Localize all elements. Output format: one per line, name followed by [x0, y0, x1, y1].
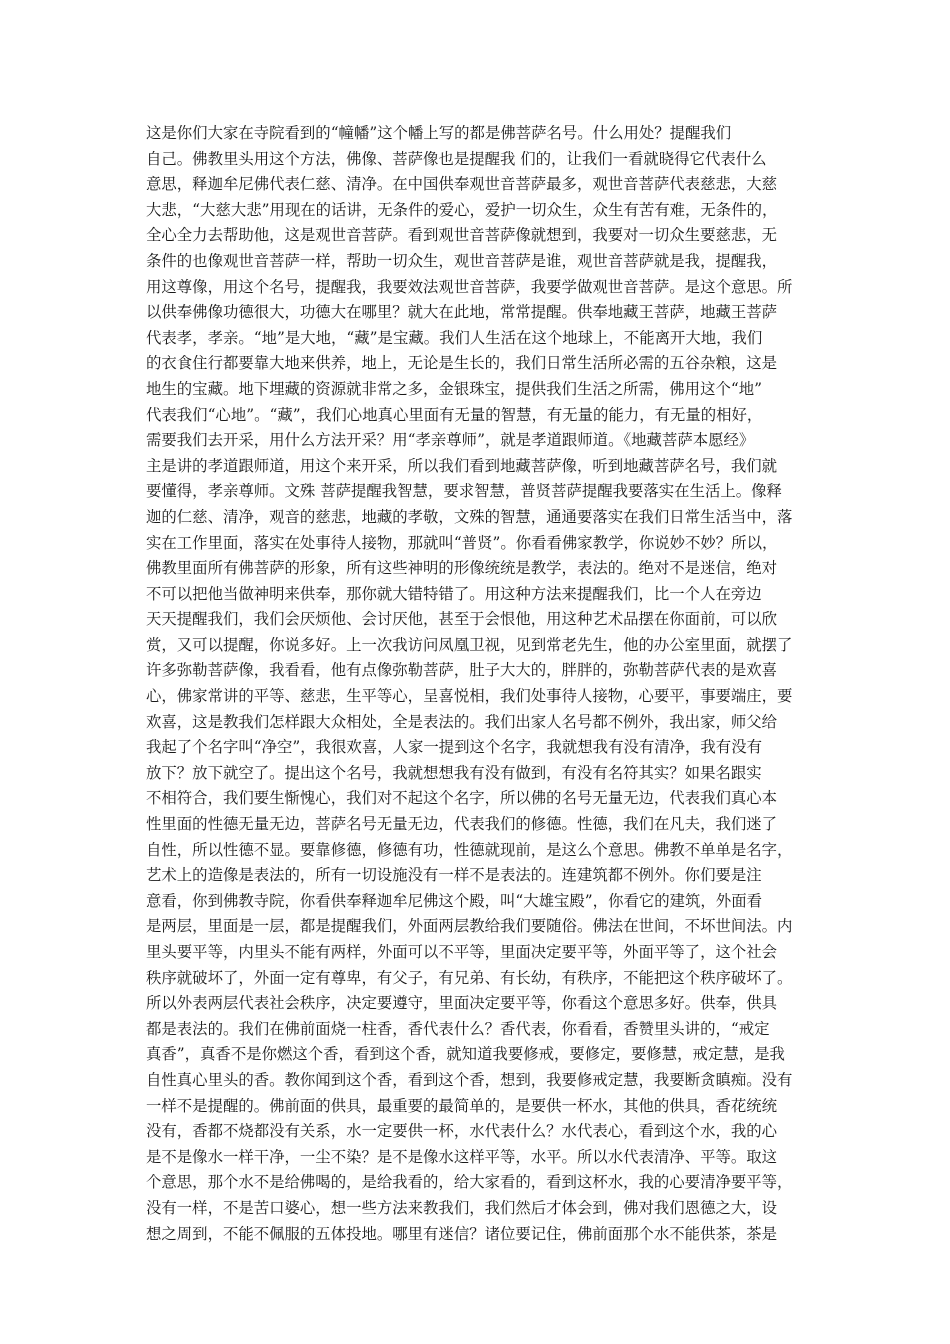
- text-line: 秩序就破坏了，外面一定有尊卑，有父子，有兄弟、有长幼，有秩序，不能把这个秩序破坏了。: [146, 968, 793, 987]
- text-line: 意看，你到佛教寺院，你看供奉释迦牟尼佛这个殿，叫“大雄宝殿”，你看它的建筑，外面看: [146, 891, 762, 910]
- text-line: 是两层，里面是一层，都是提醒我们，外面两层教给我们要随俗。佛法在世间，不坏世间法。内: [146, 917, 793, 936]
- text-line: 的衣食住行都要靠大地来供养，地上，无论是生长的，我们日常生活所必需的五谷杂粮，这是: [146, 354, 778, 373]
- text-line: 这是你们大家在寺院看到的“幢幡”这个幡上写的都是佛菩萨名号。什么用处？提醒我们: [146, 124, 732, 142]
- text-line: 全心全力去帮助他，这是观世音菩萨。看到观世音菩萨像就想到，我要对一切众生要慈悲，无: [146, 226, 778, 245]
- text-line: 条件的也像观世音菩萨一样，帮助一切众生，观世音菩萨是谁，观世音菩萨就是我，提醒我，: [146, 251, 778, 270]
- text-line: 我起了个名字叫“净空”，我很欢喜，人家一提到这个名字，我就想我有没有清净，我有没有: [146, 738, 762, 757]
- text-line: 里头要平等，内里头不能有两样，外面可以不平等，里面决定要平等，外面平等了，这个社会: [146, 943, 778, 961]
- text-line: 艺术上的造像是表法的，所有一切设施没有一样不是表法的。连建筑都不例外。你们要是注: [146, 866, 762, 885]
- text-line: 自性真心里头的香。教你闻到这个香，看到这个香，想到，我要修戒定慧，我要断贪瞋痴。没有: [146, 1070, 793, 1089]
- text-line: 许多弥勒菩萨像，我看看，他有点像弥勒菩萨，肚子大大的，胖胖的，弥勒菩萨代表的是欢喜: [146, 661, 778, 680]
- text-line: 迦的仁慈、清净，观音的慈悲，地藏的孝敬，文殊的智慧，通通要落实在我们日常生活当中，落: [146, 507, 793, 526]
- text-line: 佛教里面所有佛菩萨的形象，所有这些神明的形像统统是教学，表法的。绝对不是迷信，绝对: [146, 559, 778, 578]
- text-line: 都是表法的。我们在佛前面烧一柱香，香代表什么？香代表，你看看，香赞里头讲的，“戒定: [146, 1019, 770, 1038]
- text-line: 实在工作里面，落实在处事待人接物，那就叫“普贤”。你看看佛家教学，你说妙不妙？所以，: [146, 533, 778, 552]
- text-line: 代表孝，孝亲。“地”是大地，“藏”是宝藏。我们人生活在这个地球上，不能离开大地，我们: [146, 328, 763, 347]
- body-text: [146, 121, 806, 1247]
- text-line: 没有一样，不是苦口婆心，想一些方法来教我们，我们然后才体会到，佛对我们恩德之大，设: [146, 1198, 778, 1217]
- text-line: 不可以把他当做神明来供奉，那你就大错特错了。用这种方法来提醒我们，比一个人在旁边: [146, 584, 762, 603]
- text-line: 天天提醒我们，我们会厌烦他、会讨厌他，甚至于会恨他，用这种艺术品摆在你面前，可以欣: [146, 610, 778, 629]
- text-line: 以供奉佛像功德很大，功德大在哪里？就大在此地，常常提醒。供奉地藏王菩萨，地藏王菩萨: [146, 303, 778, 322]
- text-line: 代表我们“心地”。“藏”，我们心地真心里面有无量的智慧，有无量的能力，有无量的相好，: [146, 405, 763, 424]
- text-line: 用这尊像，用这个名号，提醒我，我要效法观世音菩萨，我要学做观世音菩萨。是这个意思。所: [146, 277, 793, 296]
- text-line: 需要我们去开采，用什么方法开采？用“孝亲尊师”，就是孝道跟师道。《地藏菩萨本愿经》: [146, 431, 755, 450]
- text-line: 大悲，“大慈大悲”用现在的话讲，无条件的爱心，爱护一切众生，众生有苦有难，无条件的，: [146, 200, 778, 219]
- text-line: 真香”，真香不是你燃这个香，看到这个香，就知道我要修戒，要修定，要修慧，戒定慧，是我: [146, 1045, 785, 1064]
- text-line: 要懂得，孝亲尊师。文殊 菩萨提醒我智慧，要求智慧，普贤菩萨提醒我要落实在生活上。像释: [146, 482, 782, 501]
- text-line: 心，佛家常讲的平等、慈悲，生平等心，呈喜悦相，我们处事待人接物，心要平，事要端庄，要: [146, 687, 793, 706]
- text-line: 个意思，那个水不是给佛喝的，是给我看的，给大家看的，看到这杯水，我的心要清净要平等，: [146, 1173, 793, 1192]
- text-line: 性里面的性德无量无边，菩萨名号无量无边，代表我们的修德。性德，我们在凡夫，我们迷了: [146, 815, 778, 834]
- text-line: 所以外表两层代表社会秩序，决定要遵守，里面决定要平等，你看这个意思多好。供奉，供具: [146, 994, 778, 1013]
- text-line: 想之周到，不能不佩服的五体投地。哪里有迷信？诸位要记住，佛前面那个水不能供茶，茶是: [146, 1224, 778, 1243]
- text-line: 主是讲的孝道跟师道，用这个来开采，所以我们看到地藏菩萨像，听到地藏菩萨名号，我们就: [146, 456, 778, 475]
- text-line: 没有，香都不烧都没有关系，水一定要供一杯，水代表什么？水代表心，看到这个水，我的心: [146, 1122, 778, 1141]
- text-line: 自性，所以性德不显。要靠修德，修德有功，性德就现前，是这么个意思。佛教不单单是名字，: [146, 840, 793, 859]
- text-line: 欢喜，这是教我们怎样跟大众相处，全是表法的。我们出家人名号都不例外，我出家，师父给: [146, 712, 778, 731]
- text-line: 地生的宝藏。地下埋藏的资源就非常之多，金银珠宝，提供我们生活之所需，佛用这个“地”: [146, 379, 762, 398]
- text-line: 放下？放下就空了。提出这个名号，我就想想我有没有做到，有没有名符其实？如果名跟实: [146, 763, 762, 782]
- text-line: 自己。佛教里头用这个方法，佛像、菩萨像也是提醒我 们的，让我们一看就晓得它代表什么: [146, 149, 767, 168]
- text-line: 意思，释迦牟尼佛代表仁慈、清净。在中国供奉观世音菩萨最多，观世音菩萨代表慈悲，大慈: [146, 175, 778, 194]
- text-line: 不相符合，我们要生惭愧心，我们对不起这个名字，所以佛的名号无量无边，代表我们真心本: [146, 789, 778, 808]
- text-line: 一样不是提醒的。佛前面的供具，最重要的最简单的，是要供一杯水，其他的供具，香花统统: [146, 1096, 778, 1115]
- text-line: 赏，又可以提醒，你说多好。上一次我访问凤凰卫视，见到常老先生，他的办公室里面，就摆了: [146, 635, 793, 654]
- text-line: 是不是像水一样干净，一尘不染？是不是像水这样平等，水平。所以水代表清净、平等。取这: [146, 1147, 778, 1166]
